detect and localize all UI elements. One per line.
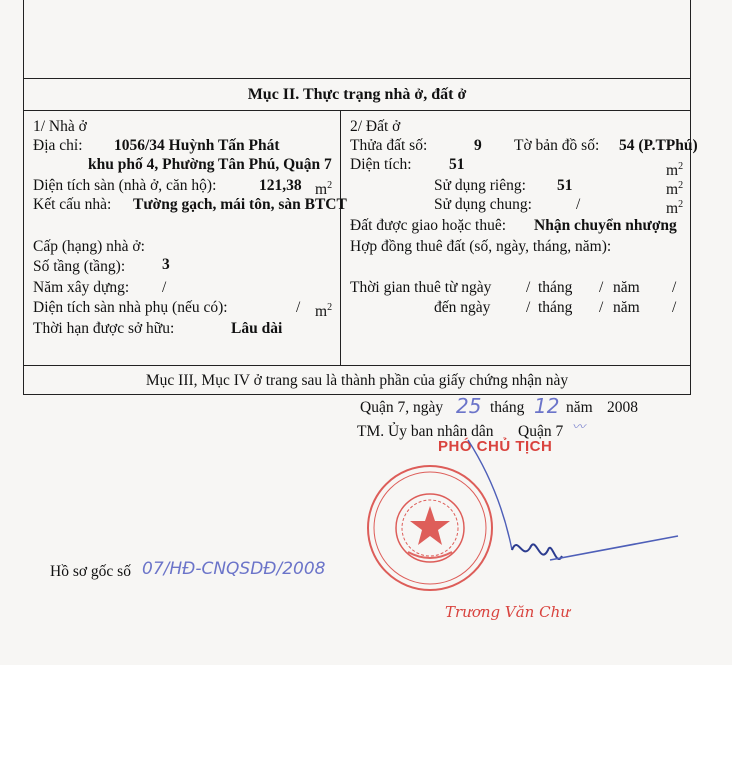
structure-label: Kết cấu nhà: <box>33 196 112 213</box>
map-sheet-value: 54 (P.TPhú) <box>619 137 698 154</box>
floor-area-label: Diện tích sàn (nhà ở, căn hộ): <box>33 177 217 194</box>
column-divider <box>340 110 341 365</box>
section-title: Mục II. Thực trạng nhà ở, đất ở <box>247 86 467 103</box>
private-use-unit: $m^2$ <box>666 180 684 199</box>
lease-from-slash-3: / <box>672 279 677 296</box>
initials-mark: 〰 <box>572 420 586 435</box>
district-label: Quận 7 <box>518 423 564 440</box>
floor-area-value: 121,38 <box>259 177 302 194</box>
lease-to-slash-1: / <box>526 299 531 316</box>
house-heading: 1/ Nhà ở <box>33 118 87 135</box>
private-use-label: Sử dụng riêng: <box>434 177 526 194</box>
built-year-value: / <box>162 279 167 296</box>
ownership-term-value: Lâu dài <box>231 320 283 337</box>
aux-area-value: / <box>296 299 301 316</box>
lease-to-slash-3: / <box>672 299 677 316</box>
lease-from-slash-2: / <box>599 279 604 296</box>
place-date-prefix: Quận 7, ngày <box>360 399 444 416</box>
table-rule <box>23 110 691 111</box>
address-line2: khu phố 4, Phường Tân Phú, Quận 7 <box>88 156 332 173</box>
area-label: Diện tích: <box>350 156 412 173</box>
lease-to-label: đến ngày <box>434 299 491 316</box>
floors-label: Số tầng (tầng): <box>33 258 126 275</box>
land-heading: 2/ Đất ở <box>350 118 401 135</box>
plot-label: Thửa đất số: <box>350 137 428 154</box>
grade-label: Cấp (hạng) nhà ở: <box>33 238 145 255</box>
position-stamp: PHÓ CHỦ TỊCH <box>438 438 553 455</box>
lease-to-month-label: tháng <box>538 299 573 316</box>
signature-mark <box>440 430 690 590</box>
sign-month-label: tháng <box>490 399 525 416</box>
allocation-label: Đất được giao hoặc thuê: <box>350 217 507 234</box>
lease-to-year-label: năm <box>613 299 640 316</box>
committee-label: TM. Ủy ban nhân dân <box>357 423 494 440</box>
sign-year: 2008 <box>607 399 638 416</box>
sign-day: 25 <box>456 394 482 418</box>
shared-use-unit: $m^2$ <box>666 199 684 218</box>
map-sheet-label: Tờ bản đồ số: <box>514 137 600 154</box>
address-label: Địa chỉ: <box>33 137 83 154</box>
private-use-value: 51 <box>557 177 573 194</box>
lease-from-label: Thời gian thuê từ ngày <box>350 279 492 296</box>
plot-value: 9 <box>474 137 482 154</box>
table-rule <box>23 78 691 79</box>
lease-from-slash-1: / <box>526 279 531 296</box>
ownership-term-label: Thời hạn được sở hữu: <box>33 320 175 337</box>
area-unit: $m^2$ <box>666 161 684 180</box>
footer-note: Mục III, Mục IV ở trang sau là thành phần của giấy chứng nhận này <box>145 372 569 389</box>
allocation-value: Nhận chuyển nhượng <box>534 217 677 234</box>
structure-value: Tường gạch, mái tôn, sàn BTCT <box>133 196 347 213</box>
shared-use-label: Sử dụng chung: <box>434 196 532 213</box>
address-line1: 1056/34 Huỳnh Tấn Phát <box>114 137 280 154</box>
shared-use-value: / <box>576 196 581 213</box>
record-value: 07/HĐ-CNQSDĐ/2008 <box>142 559 326 579</box>
signer-name: Trương Văn Chư <box>445 603 570 621</box>
record-label: Hồ sơ gốc số <box>50 563 131 580</box>
lease-from-year-label: năm <box>613 279 640 296</box>
built-year-label: Năm xây dựng: <box>33 279 130 296</box>
floors-value: 3 <box>162 256 170 273</box>
sign-year-label: năm <box>566 399 593 416</box>
aux-area-unit: $m^2$ <box>315 302 333 321</box>
floor-area-unit: $m^2$ <box>315 180 333 199</box>
area-value: 51 <box>449 156 465 173</box>
sign-month: 12 <box>534 394 560 418</box>
lease-to-slash-2: / <box>599 299 604 316</box>
lease-from-month-label: tháng <box>538 279 573 296</box>
table-rule <box>23 365 691 366</box>
aux-area-label: Diện tích sàn nhà phụ (nếu có): <box>33 299 228 316</box>
lease-contract-label: Hợp đồng thuê đất (số, ngày, tháng, năm): <box>350 238 612 255</box>
